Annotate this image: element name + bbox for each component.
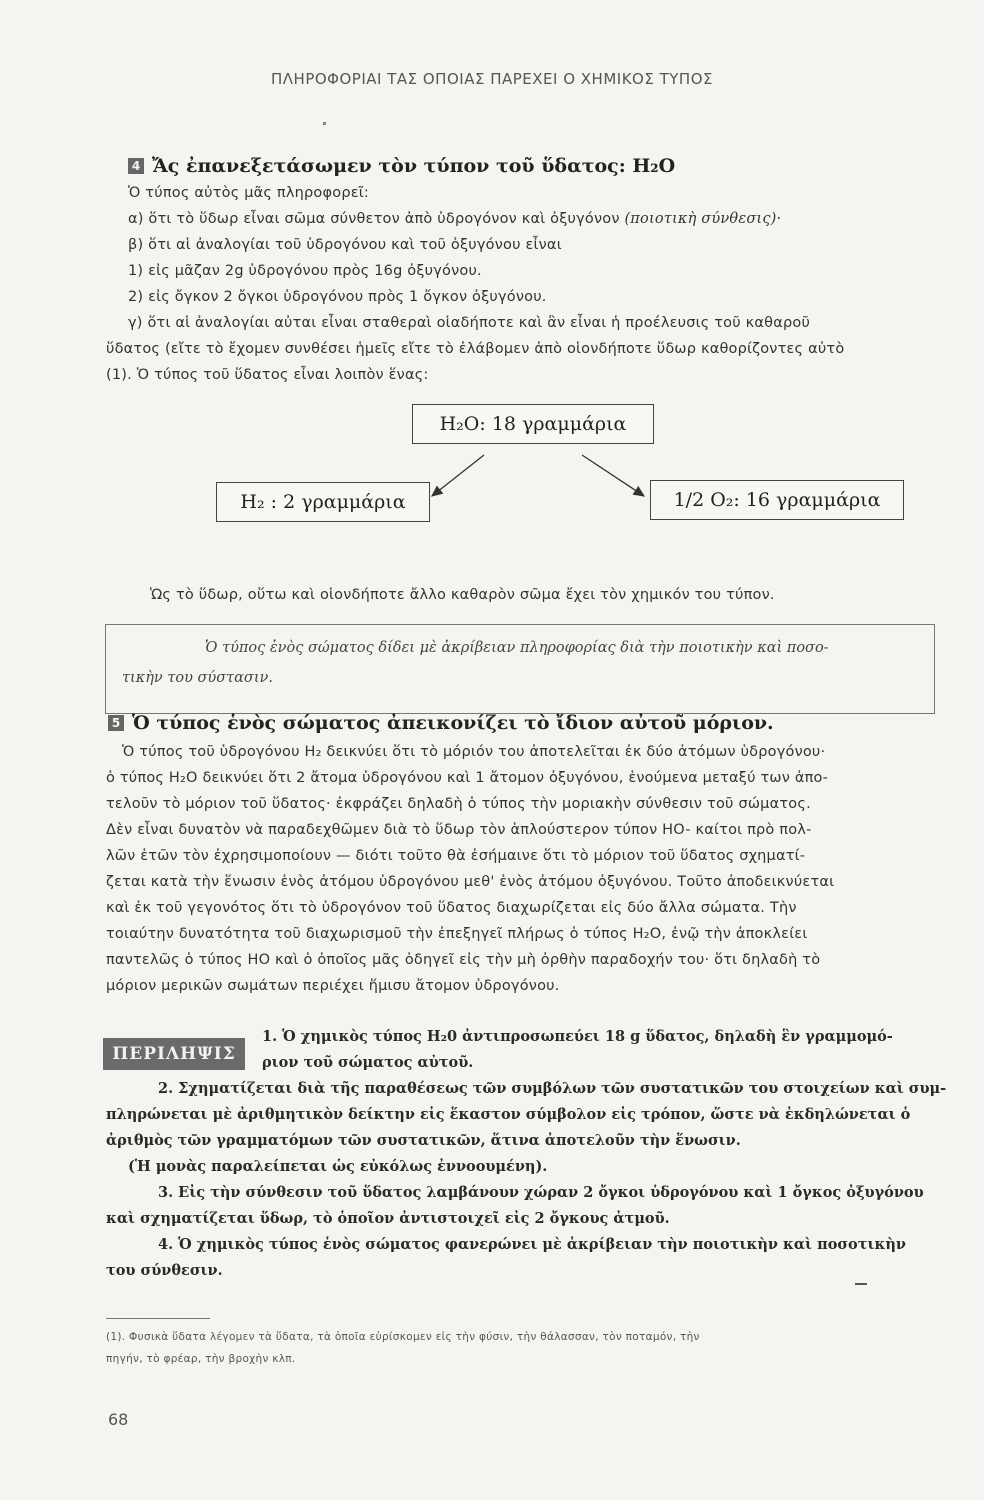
arrow-to-oxygen	[582, 455, 644, 496]
text-line: Δὲν εἶναι δυνατὸν νὰ παραδεχθῶμεν διὰ τὸ ὕδωρ τὸν ἁπλούστερον τύπον HO- καίτοι πρὸ πολ-	[106, 822, 812, 838]
text-line: καὶ ἐκ τοῦ γεγονότος ὅτι τὸ ὑδρογόνον τοῦ ὕδατος διαχωρίζεται εἰς δύο ἄλλα σώματα. Τὴν	[106, 900, 797, 916]
text-line: παντελῶς ὁ τύπος HO καὶ ὁ ὁποῖος μᾶς ὁδηγεῖ εἰς τὴν μὴ ὀρθὴν παραδοχήν του· ὅτι δηλαδὴ τὸ	[106, 952, 821, 968]
section-number-badge: 4	[128, 158, 144, 174]
text-line: ζεται κατὰ τὴν ἕνωσιν ἑνὸς ἀτόμου ὑδρογόνου μεθ' ἑνὸς ἀτόμου ὀξυγόνου. Τοῦτο ἀποδεικνύεται	[106, 874, 835, 890]
arrow-to-hydrogen	[432, 455, 484, 496]
footnote-line: πηγήν, τὸ φρέαρ, τὴν βροχὴν κλπ.	[106, 1353, 296, 1365]
text-line: τοιαύτην δυνατότητα τοῦ διαχωρισμοῦ τὴν ἐπεξηγεῖ πλήρως ὁ τύπος H₂O, ἐνῷ τὴν ἀποκλείει	[106, 926, 808, 942]
rule-line: τικὴν του σύστασιν.	[122, 670, 273, 686]
qualitative-note: (ποιοτικὴ σύνθεσις)·	[624, 211, 782, 227]
summary-line: ριον τοῦ σώματος αὐτοῦ.	[262, 1054, 474, 1071]
diagram-hydrogen-box: H₂ : 2 γραμμάρια	[216, 482, 430, 522]
diagram-water-box: H₂O: 18 γραμμάρια	[412, 404, 654, 444]
summary-line: 4. Ὁ χημικὸς τύπος ἑνὸς σώματος φανερώνει μὲ ἀκρίβειαν τὴν ποιοτικὴν καὶ ποσοτικὴν	[158, 1236, 906, 1253]
summary-line: του σύνθεσιν.	[106, 1262, 223, 1279]
text-line: γ) ὅτι αἱ ἀναλογίαι αὐται εἶναι σταθεραὶ οἱαδήποτε καὶ ἂν εἶναι ἡ προέλευσις τοῦ καθαροῦ	[128, 315, 811, 331]
text-line: β) ὅτι αἱ ἀναλογίαι τοῦ ὑδρογόνου καὶ τοῦ ὀξυγόνου εἶναι	[128, 237, 562, 253]
summary-line: ἀριθμὸς τῶν γραμματόμων τῶν συστατικῶν, ἅτινα ἀποτελοῦν τὴν ἕνωσιν.	[106, 1132, 741, 1149]
text-line: μόριον μερικῶν σωμάτων περιέχει ἥμισυ ἄτομον ὑδρογόνου.	[106, 978, 560, 994]
text-line: τελοῦν τὸ μόριον τοῦ ὕδατος· ἐκφράζει δηλαδὴ ὁ τύπος τὴν μοριακὴν σύνθεσιν τοῦ σώματος.	[106, 796, 811, 812]
rule-line: Ὁ τύπος ἑνὸς σώματος δίδει μὲ ἀκρίβειαν πληροφορίας διὰ τὴν ποιοτικὴν καὶ ποσο-	[205, 640, 829, 656]
text-line: α) ὅτι τὸ ὕδωρ εἶναι σῶμα σύνθετον ἀπὸ ὑδρογόνον καὶ ὀξυγόνον (ποιοτικὴ σύνθεσις)·	[128, 211, 782, 227]
summary-line: πληρώνεται μὲ ἀριθμητικὸν δείκτην εἰς ἕκαστον σύμβολον εἰς τρόπον, ὥστε νὰ ἐκδηλώνεται ὁ	[106, 1106, 911, 1123]
text-line: 2) εἰς ὄγκον 2 ὄγκοι ὑδρογόνου πρὸς 1 ὄγκον ὀξυγόνου.	[128, 289, 547, 305]
summary-line: 3. Εἰς τὴν σύνθεσιν τοῦ ὕδατος λαμβάνουν χώραν 2 ὄγκοι ὑδρογόνου καὶ 1 ὄγκος ὀξυγόνου	[158, 1184, 924, 1201]
section-number-badge: 5	[108, 715, 124, 731]
summary-line: 1. Ὁ χημικὸς τύπος H₂0 ἀντιπροσωπεύει 18 g ὕδατος, δηλαδὴ ἓν γραμμομό-	[262, 1028, 893, 1045]
footnote-line: (1). Φυσικὰ ὕδατα λέγομεν τὰ ὕδατα, τὰ ὁποῖα εὑρίσκομεν εἰς τὴν φύσιν, τὴν θάλασσαν, τὸν ποταμόν, τὴν	[106, 1331, 700, 1343]
text-line: 1) εἰς μᾶζαν 2g ὑδρογόνου πρὸς 16g ὀξυγόνου.	[128, 263, 482, 279]
text-line: ὕδατος (εἴτε τὸ ἔχομεν συνθέσει ἡμεῖς εἴτε τὸ ἐλάβομεν ἀπὸ οἱονδήποτε ὕδωρ καθορίζοντες αὐτὸ	[106, 341, 845, 357]
text-line: ὁ τύπος H₂O δεικνύει ὅτι 2 ἄτομα ὑδρογόνου καὶ 1 ἄτομον ὀξυγόνου, ἑνούμενα μεταξύ των ἀπο-	[106, 770, 829, 786]
summary-badge: ΠΕΡΙΛΗΨΙΣ	[103, 1038, 245, 1070]
section-4-title: Ἄς ἐπανεξετάσωμεν τὸν τύπον τοῦ ὕδατος: H₂O	[152, 155, 676, 177]
section-4-heading	[128, 155, 675, 177]
text-line: λῶν ἐτῶν τὸν ἐχρησιμοποίουν — διότι τοῦτο θὰ ἐσήμαινε ὅτι τὸ μόριον τοῦ ὕδατος σχηματί-	[106, 848, 806, 864]
summary-line: καὶ σχηματίζεται ὕδωρ, τὸ ὁποῖον ἀντιστοιχεῖ εἰς 2 ὄγκους ἀτμοῦ.	[106, 1210, 670, 1227]
section-5-heading	[108, 712, 774, 734]
text-line: Ὁ τύπος τοῦ ὑδρογόνου H₂ δεικνύει ὅτι τὸ μόριόν του ἀποτελεῖται ἐκ δύο ἀτόμων ὑδρογόνου·	[122, 744, 826, 760]
summary-line: (Ἡ μονὰς παραλείπεται ὡς εὐκόλως ἐννοουμένη).	[128, 1158, 548, 1175]
statement-line: Ὡς τὸ ὕδωρ, οὕτω καὶ οἱονδήποτε ἄλλο καθαρὸν σῶμα ἔχει τὸν χημικόν του τύπον.	[150, 587, 775, 603]
footnote-rule	[106, 1318, 210, 1319]
header-dot	[323, 122, 326, 125]
text-line: Ὁ τύπος αὐτὸς μᾶς πληροφορεῖ:	[128, 185, 369, 201]
page-number: 68	[108, 1410, 129, 1429]
end-dash	[855, 1283, 867, 1285]
text-line: (1). Ὁ τύπος τοῦ ὕδατος εἶναι λοιπὸν ἕνας:	[106, 367, 429, 383]
summary-line: 2. Σχηματίζεται διὰ τῆς παραθέσεως τῶν συμβόλων τῶν συστατικῶν του στοιχείων καὶ συμ-	[158, 1080, 947, 1097]
running-header: ΠΛΗΡΟΦΟΡΙΑΙ ΤΑΣ ΟΠΟΙΑΣ ΠΑΡΕΧΕΙ Ο ΧΗΜΙΚΟΣ ΤΥΠΟΣ	[271, 70, 713, 88]
diagram-oxygen-box: 1/2 O₂: 16 γραμμάρια	[650, 480, 904, 520]
section-5-title: Ὁ τύπος ἑνὸς σώματος ἀπεικονίζει τὸ ἴδιον αὐτοῦ μόριον.	[132, 712, 774, 734]
rule-box	[105, 624, 935, 714]
